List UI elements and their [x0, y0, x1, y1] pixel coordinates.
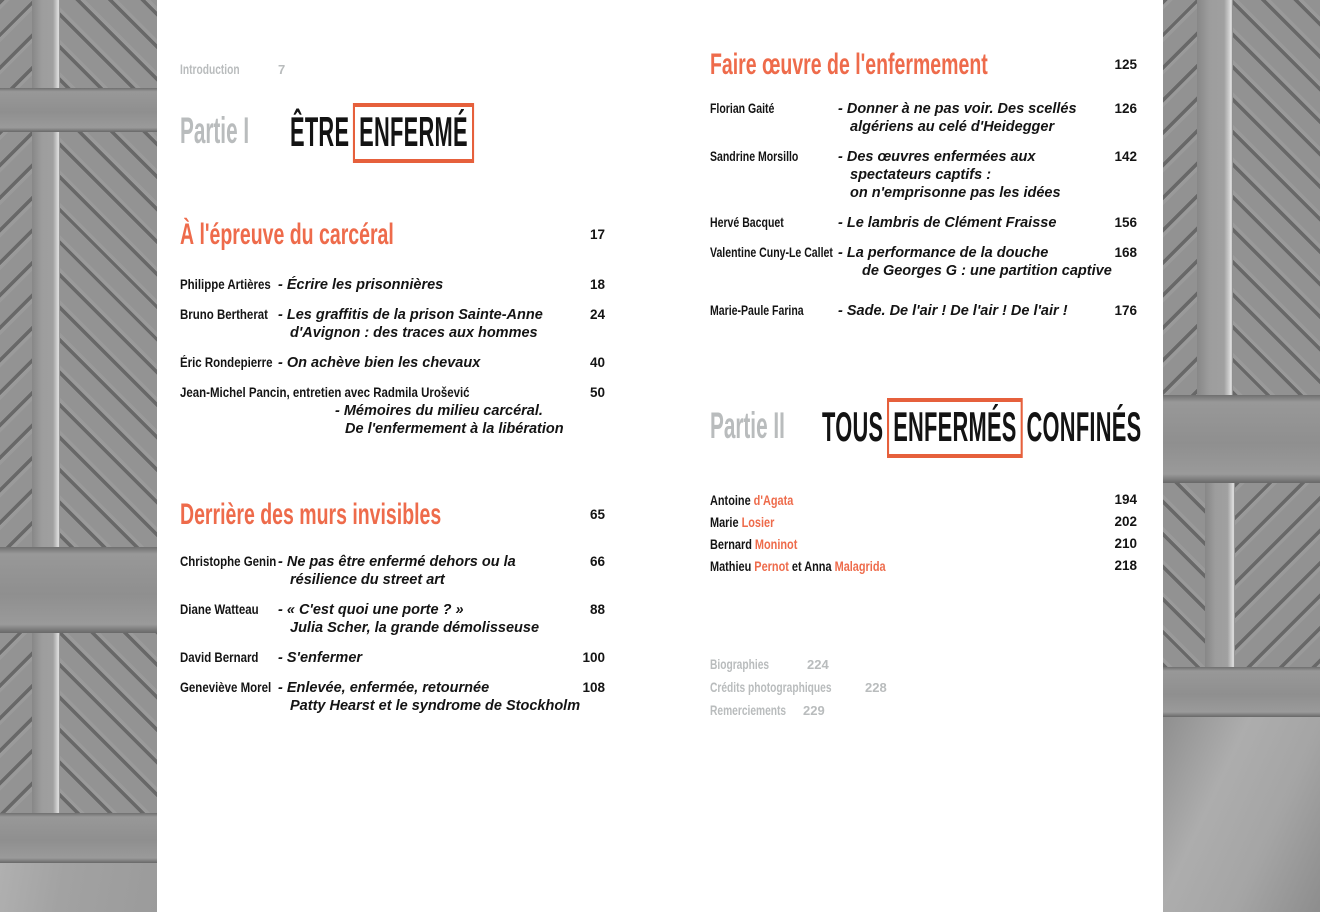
section-heading: Faire œuvre de l'enfermement [710, 48, 988, 81]
door-rail [0, 813, 157, 863]
entry-title: - Écrire les prisonnières [278, 277, 444, 293]
entry-page-number: 108 [582, 680, 605, 695]
partie-2-title-post: CONFINÉS [1026, 403, 1142, 450]
partie-2-heading [710, 398, 1140, 468]
door-stile [1205, 483, 1235, 667]
toc-row-introduction [180, 58, 605, 81]
toc-page [157, 0, 1163, 912]
toc-entry [180, 354, 605, 372]
intro-label: Introduction [180, 61, 240, 77]
entry-page-number: 126 [1114, 101, 1137, 116]
entry-title: - Donner à ne pas voir. Des scellés algériens au celé d'Heidegger [838, 101, 1077, 135]
door-rail [1163, 667, 1320, 717]
entry-title: - Enlevée, enfermée, retournée Patty Hearst et le syndrome de Stockholm [278, 680, 581, 714]
backmatter-row [710, 653, 1137, 676]
partie-1-boxed-word: ENFERMÉ [353, 103, 474, 163]
section-heading-row [710, 48, 1137, 82]
artist-row [710, 555, 1137, 577]
entry-author: Geneviève Morel [180, 680, 272, 695]
entry-author: David Bernard [180, 650, 259, 665]
door-photo-left [0, 0, 157, 912]
entry-title: - La performance de la douche de Georges G : une partition captive [838, 245, 1112, 279]
toc-entry [710, 148, 1137, 202]
entry-page-number: 24 [589, 307, 605, 322]
toc-entry [180, 276, 605, 294]
backmatter-page-number: 229 [803, 703, 825, 718]
entry-page-number: 156 [1114, 215, 1137, 230]
artist-page-number: 210 [1114, 536, 1137, 551]
toc-entry [710, 244, 1137, 280]
entry-page-number: 176 [1114, 303, 1137, 318]
entry-title: - S'enfermer [278, 650, 363, 666]
entry-author: Marie-Paule Farina [710, 303, 804, 318]
toc-entry [180, 679, 605, 715]
section-page-number: 65 [589, 507, 605, 522]
entry-page-number: 40 [589, 355, 605, 370]
toc-entry [710, 214, 1137, 232]
entry-page-number: 168 [1114, 245, 1137, 260]
door-plank-panel [1163, 483, 1205, 667]
entry-title: - Les graffitis de la prison Sainte-Anne d'Avignon : des traces aux hommes [278, 307, 543, 341]
intro-page-number: 7 [278, 62, 286, 77]
toc-entry [180, 649, 605, 667]
toc-entry [180, 384, 605, 438]
artists-list [710, 489, 1137, 577]
section-heading: À l'épreuve du carcéral [180, 218, 394, 251]
section-page-number: 17 [589, 227, 605, 242]
door-plank-panel [1163, 0, 1197, 395]
toc-entry [710, 302, 1137, 320]
entry-author: Valentine Cuny-Le Callet [710, 245, 833, 260]
backmatter-label: Remerciements [710, 702, 787, 718]
door-rail [0, 88, 157, 132]
backmatter-page-number: 228 [865, 680, 887, 695]
toc-entry [710, 100, 1137, 136]
artist-page-number: 202 [1114, 514, 1137, 529]
entry-page-number: 50 [589, 385, 605, 400]
section-heading-row [180, 498, 605, 532]
partie-2-title-pre: TOUS [822, 403, 884, 450]
door-stile [1197, 0, 1233, 395]
section-page-number: 125 [1114, 57, 1137, 72]
partie-1-title [290, 103, 478, 163]
backmatter-page-number: 224 [807, 657, 829, 672]
partie-2-boxed-word: ENFERMÉS [887, 398, 1023, 458]
entry-author: Philippe Artières [180, 277, 271, 292]
artist-name: Antoine d'Agata [710, 492, 794, 508]
section-entries [180, 276, 605, 450]
entry-author: Florian Gaité [710, 101, 775, 116]
section-heading-row [180, 218, 605, 252]
artist-name: Bernard Moninot [710, 536, 798, 552]
entry-author: Éric Rondepierre [180, 355, 273, 370]
door-rail [1163, 395, 1320, 483]
door-photo-right [1163, 0, 1320, 912]
entry-title: - On achève bien les chevaux [278, 355, 481, 371]
entry-page-number: 18 [589, 277, 605, 292]
entry-author: Christophe Genin [180, 554, 277, 569]
entry-page-number: 142 [1114, 149, 1137, 164]
entry-title: - Le lambris de Clément Fraisse [838, 215, 1057, 231]
entry-title: - « C'est quoi une porte ? » Julia Scher, la grande démolisseuse [278, 602, 540, 636]
entry-title: - Ne pas être enfermé dehors ou la résilience du street art [278, 554, 516, 588]
toc-entry [180, 553, 605, 589]
toc-entry [180, 306, 605, 342]
entry-page-number: 100 [582, 650, 605, 665]
toc-entry [180, 601, 605, 637]
floor [1163, 717, 1320, 912]
section-entries [710, 100, 1137, 332]
backmatter-row [710, 676, 1137, 699]
artist-name: Mathieu Pernot et Anna Malagrida [710, 558, 886, 574]
entry-title: - Sade. De l'air ! De l'air ! De l'air ! [838, 303, 1068, 319]
door-plank-panel [1235, 483, 1320, 667]
partie-1-heading [180, 103, 605, 173]
entry-title: - Des œuvres enfermées aux spectateurs captifs : on n'emprisonne pas les idées [838, 149, 1061, 201]
entry-author: Hervé Bacquet [710, 215, 784, 230]
entry-author: Diane Watteau [180, 602, 259, 617]
backmatter-label: Crédits photographiques [710, 679, 832, 695]
artist-page-number: 218 [1114, 558, 1137, 573]
section-heading: Derrière des murs invisibles [180, 498, 442, 531]
backmatter-row [710, 699, 1137, 722]
partie-2-title [822, 398, 1141, 458]
artist-row [710, 489, 1137, 511]
partie-1-label: Partie I [180, 110, 250, 151]
entry-author: Jean-Michel Pancin, entretien avec Radmila Urošević [180, 385, 470, 400]
artist-row [710, 533, 1137, 555]
partie-1-title-pre: ÊTRE [290, 108, 350, 155]
entry-author: Bruno Bertherat [180, 307, 268, 322]
artist-row [710, 511, 1137, 533]
floor [0, 863, 157, 912]
partie-2-label: Partie II [710, 405, 785, 446]
entry-page-number: 66 [589, 554, 605, 569]
door-plank-panel [1233, 0, 1320, 395]
entry-author: Sandrine Morsillo [710, 149, 799, 164]
section-entries [180, 553, 605, 727]
entry-page-number: 88 [589, 602, 605, 617]
door-rail [0, 547, 157, 633]
backmatter-list [710, 653, 1137, 722]
entry-title: - Mémoires du milieu carcéral. De l'enfermement à la libération [335, 403, 564, 437]
artist-page-number: 194 [1114, 492, 1137, 507]
artist-name: Marie Losier [710, 514, 775, 530]
backmatter-label: Biographies [710, 656, 770, 672]
